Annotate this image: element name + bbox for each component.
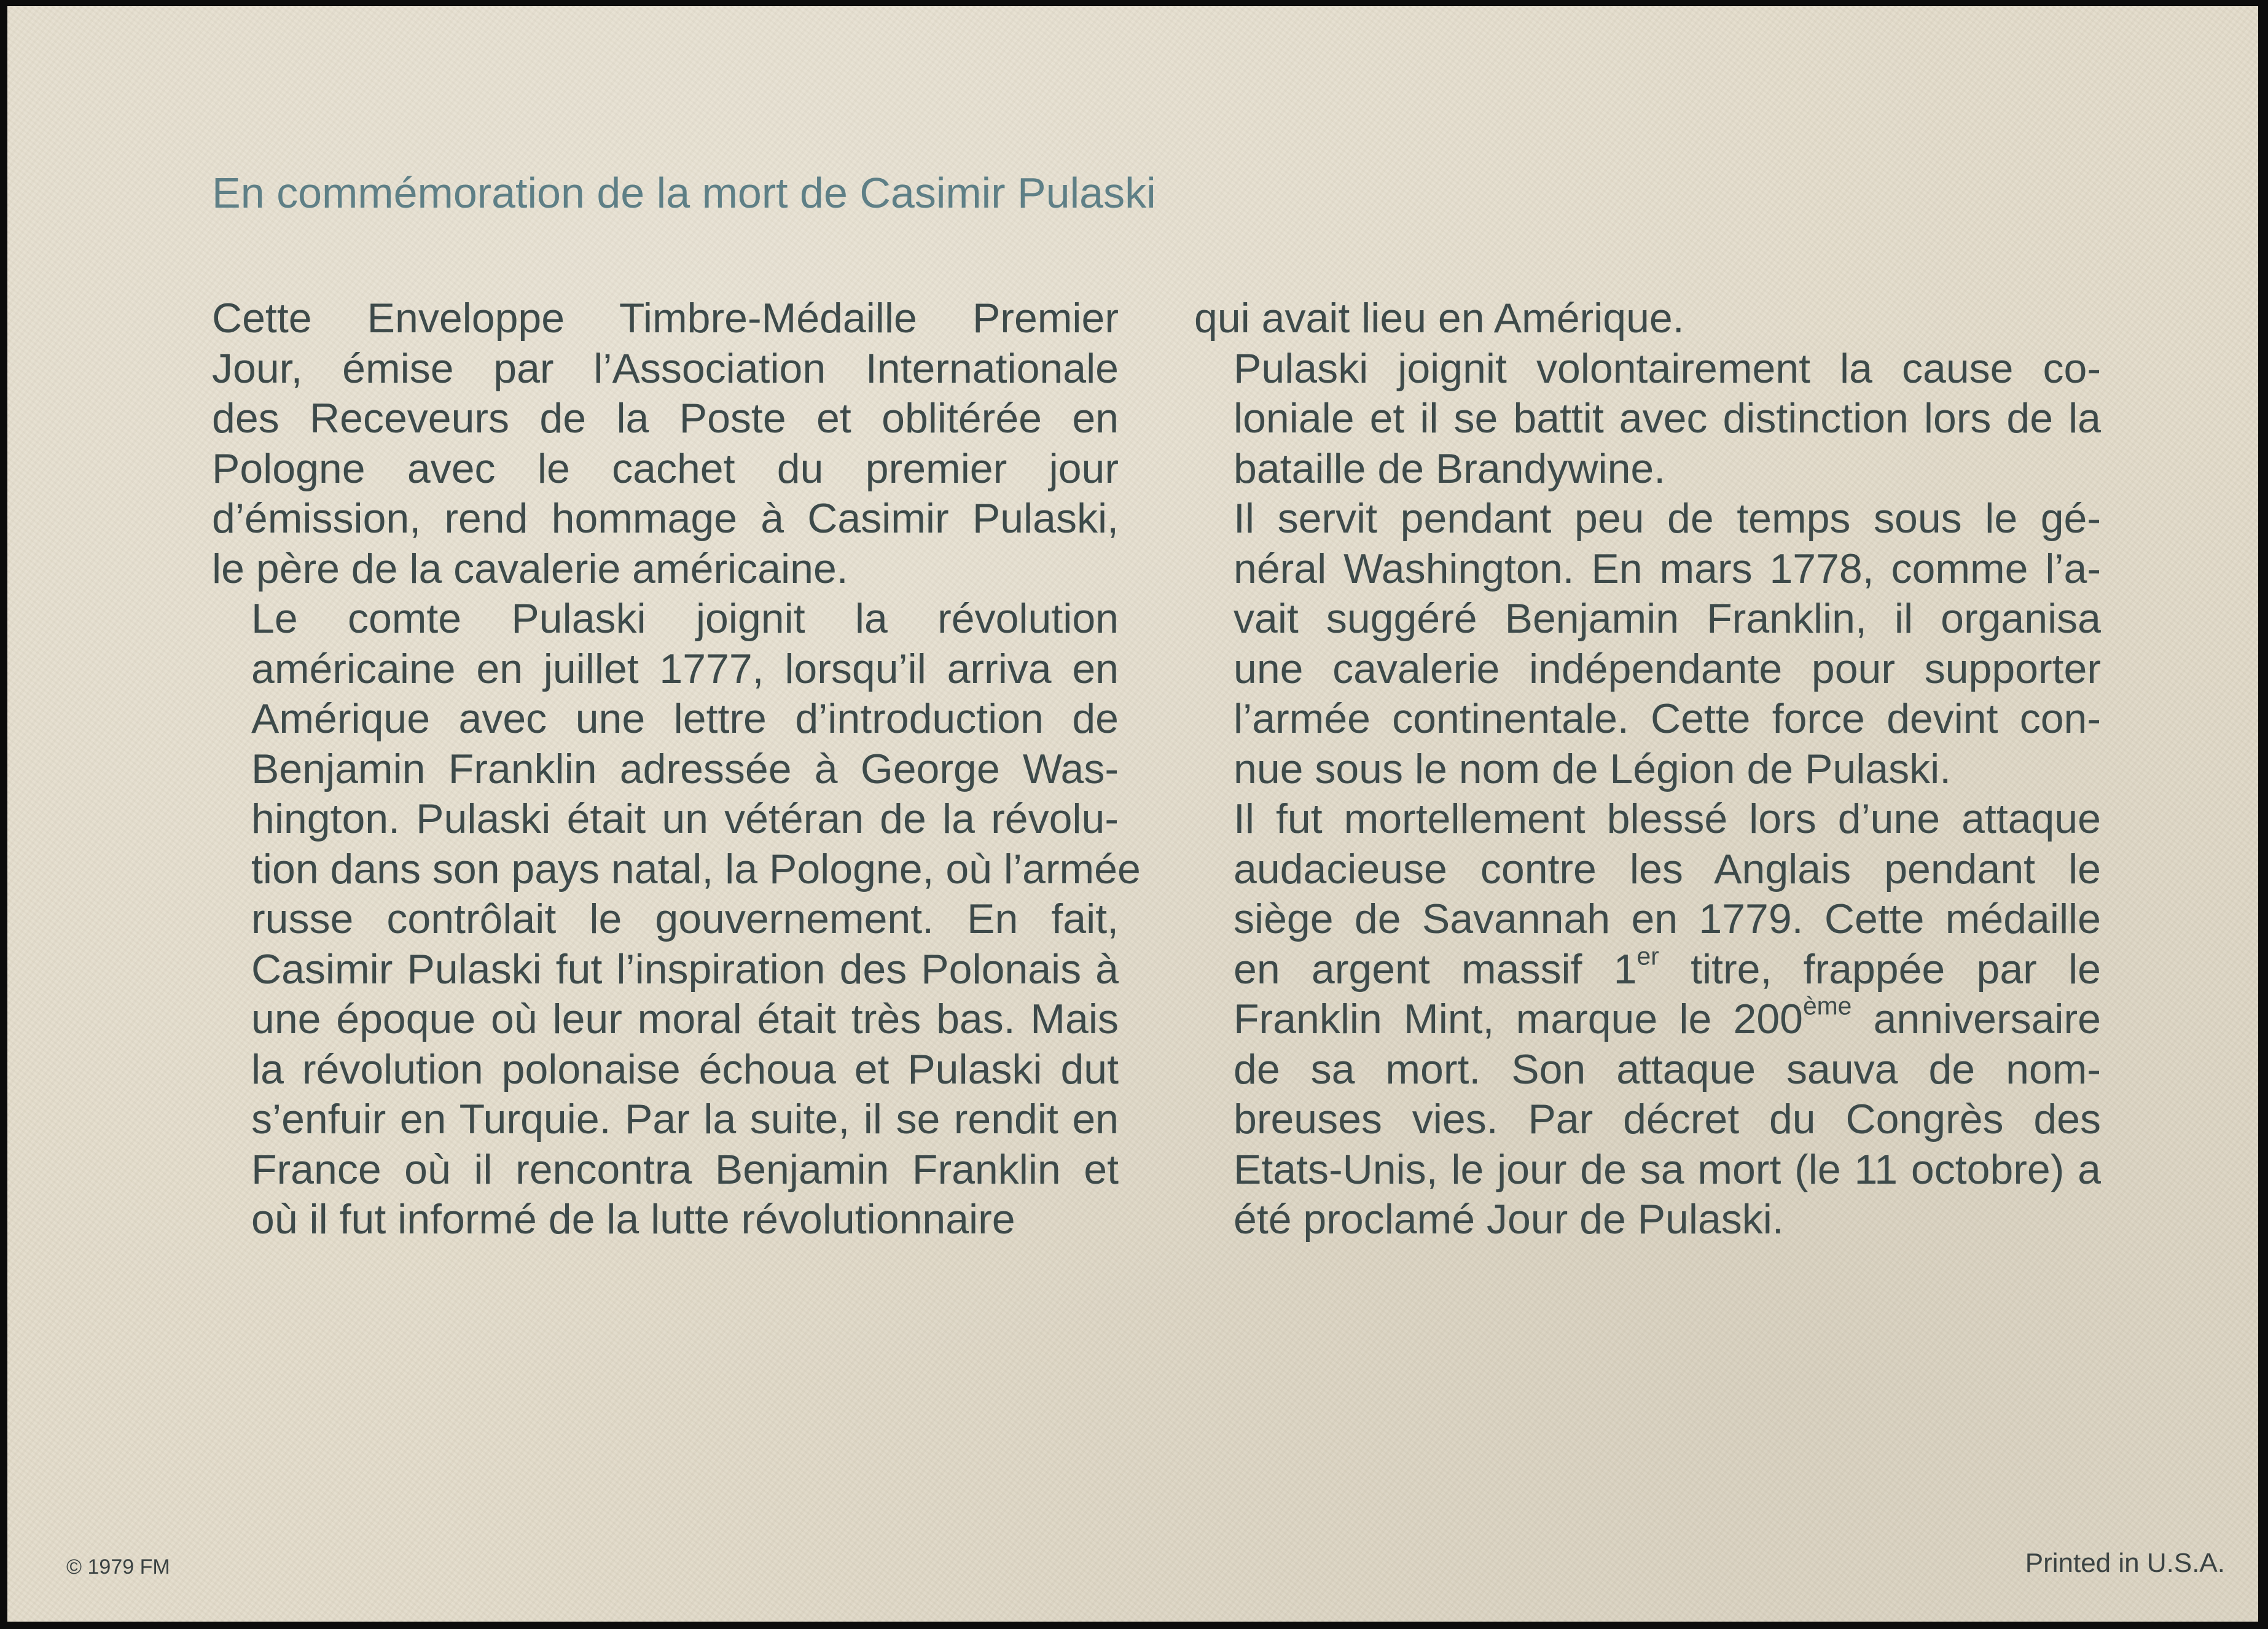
text-line: des Receveurs de la Poste et oblitérée en bbox=[212, 395, 1119, 442]
left-column bbox=[212, 294, 1141, 1245]
body-paragraph bbox=[1194, 494, 2101, 794]
text-line: la révolution polonaise échoua et Pulaski dut bbox=[251, 1045, 1119, 1093]
text-line: siège de Savannah en 1779. Cette médaille bbox=[1234, 896, 2101, 942]
text-line: Il servit pendant peu de temps sous le gé- bbox=[1234, 495, 2101, 542]
body-paragraph bbox=[212, 294, 1119, 594]
text-line: Pulaski joignit volontairement la cause co- bbox=[1234, 345, 2101, 392]
text-line: le père de la cavalerie américaine. bbox=[212, 545, 848, 592]
text-line: hington. Pulaski était un vétéran de la révolu- bbox=[251, 795, 1119, 842]
text-line: une cavalerie indépendante pour supporter bbox=[1234, 645, 2101, 692]
text-line: néral Washington. En mars 1778, comme l’a- bbox=[1234, 545, 2101, 592]
text-line: vait suggéré Benjamin Franklin, il organisa bbox=[1234, 595, 2101, 642]
text-line: Etats-Unis, le jour de sa mort (le 11 octobre) a bbox=[1234, 1146, 2101, 1193]
right-column bbox=[1194, 294, 2101, 1245]
text-line: loniale et il se battit avec distinction lors de la bbox=[1234, 395, 2101, 442]
text-line: Franklin Mint, marque le 200ème anniversaire bbox=[1234, 991, 2101, 1042]
page-title: En commémoration de la mort de Casimir Pulaski bbox=[212, 169, 1156, 217]
text-line: qui avait lieu en Amérique. bbox=[1194, 295, 1684, 342]
text-line: Il fut mortellement blessé lors d’une attaque bbox=[1234, 795, 2101, 842]
text-line: France où il rencontra Benjamin Franklin et bbox=[251, 1146, 1119, 1193]
text-line: Amérique avec une lettre d’introduction de bbox=[251, 695, 1119, 742]
text-line: de sa mort. Son attaque sauva de nom- bbox=[1234, 1045, 2101, 1093]
text-line: Le comte Pulaski joignit la révolution bbox=[251, 595, 1119, 642]
text-line: Pologne avec le cachet du premier jour bbox=[212, 445, 1119, 492]
text-line: américaine en juillet 1777, lorsqu’il arriva en bbox=[251, 645, 1119, 692]
printed-in-label: Printed in U.S.A. bbox=[2025, 1548, 2225, 1578]
text-line: Jour, émise par l’Association Internationale bbox=[212, 345, 1119, 392]
text-line: en argent massif 1er titre, frappée par le bbox=[1234, 941, 2102, 993]
text-line: Casimir Pulaski fut l’inspiration des Polonais à bbox=[251, 945, 1119, 993]
body-paragraph bbox=[1194, 794, 2101, 1245]
text-line: l’armée continentale. Cette force devint con- bbox=[1234, 695, 2101, 742]
superscript: er bbox=[1636, 941, 1659, 970]
text-line: Benjamin Franklin adressée à George Was- bbox=[251, 745, 1119, 792]
text-line: s’enfuir en Turquie. Par la suite, il se rendit en bbox=[251, 1096, 1119, 1143]
text-line: nue sous le nom de Légion de Pulaski. bbox=[1234, 745, 1952, 792]
superscript: ème bbox=[1802, 991, 1852, 1020]
text-line: breuses vies. Par décret du Congrès des bbox=[1234, 1096, 2101, 1143]
text-line: Cette Enveloppe Timbre-Médaille Premier bbox=[212, 295, 1119, 342]
body-paragraph bbox=[1194, 344, 2101, 494]
text-line: russe contrôlait le gouvernement. En fait, bbox=[251, 896, 1119, 942]
copyright-notice: © 1979 FM bbox=[66, 1555, 170, 1579]
text-line: audacieuse contre les Anglais pendant le bbox=[1234, 845, 2101, 893]
body-paragraph bbox=[212, 594, 1141, 1245]
body-paragraph bbox=[1194, 294, 2101, 344]
text-line: été proclamé Jour de Pulaski. bbox=[1234, 1196, 1784, 1243]
text-line: d’émission, rend hommage à Casimir Pulaski, bbox=[212, 495, 1119, 542]
text-line: une époque où leur moral était très bas. Mais bbox=[251, 996, 1119, 1042]
text-line: bataille de Brandywine. bbox=[1234, 445, 1666, 492]
certificate-card bbox=[7, 6, 2258, 1622]
text-line: tion dans son pays natal, la Pologne, où l’armée bbox=[251, 845, 1141, 893]
text-line: où il fut informé de la lutte révolutionnaire bbox=[251, 1196, 1015, 1243]
